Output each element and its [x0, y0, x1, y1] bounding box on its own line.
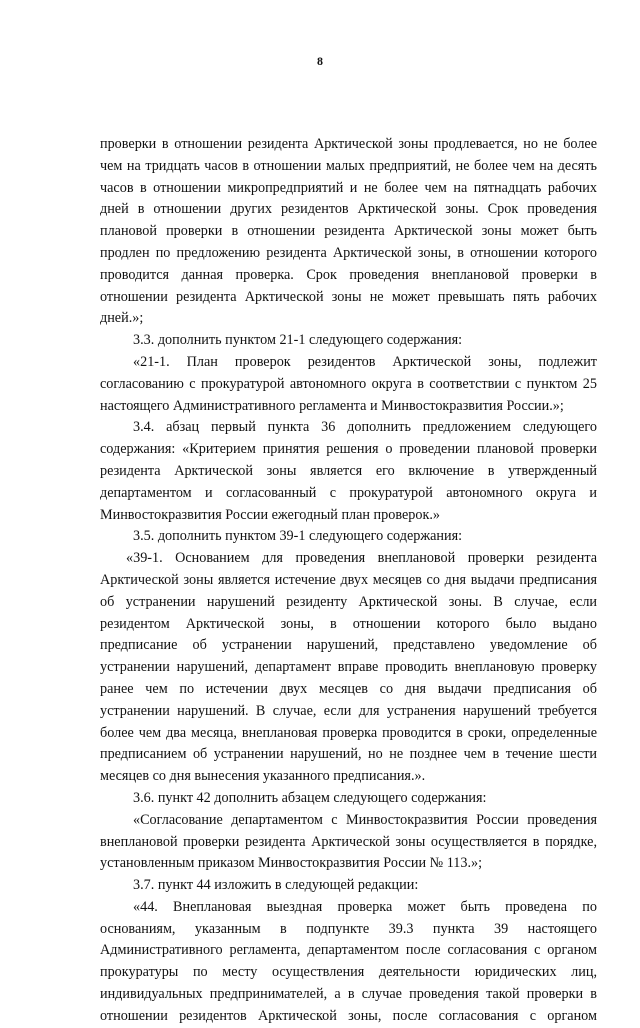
text-line: устранении нарушений, департамент вправе проводить внеплановую проверку — [100, 659, 597, 676]
document-body — [100, 134, 597, 1028]
text-line: часов в отношении микропредприятий и не более чем на пятнадцать рабочих — [100, 179, 597, 196]
text-line: основаниям, указанным в подпункте 39.3 пункта 39 настоящего — [100, 920, 597, 937]
text-line: «21-1. План проверок резидентов Арктической зоны, подлежит — [133, 353, 597, 370]
page-number: 8 — [317, 54, 323, 68]
text-line: 3.3. дополнить пунктом 21-1 следующего содержания: — [133, 332, 463, 349]
text-line: «Согласование департаментом с Минвостокразвития России проведения — [133, 811, 597, 828]
text-line: настоящего Административного регламента и Минвостокразвития России.»; — [100, 397, 564, 414]
text-line: «39-1. Основанием для проведения внеплановой проверки резидента — [126, 550, 597, 567]
text-line: дней в отношении других резидентов Арктической зоны. Срок проведения — [100, 201, 597, 218]
text-line: согласованию с прокуратурой автономного округа в соответствии с пунктом 25 — [100, 375, 597, 392]
text-line: Административного регламента, департаментом после согласования с органом — [100, 942, 597, 959]
text-line: резидентом Арктической зоны, в отношении которого было выдано — [100, 615, 597, 632]
text-line: 3.4. абзац первый пункта 36 дополнить предложением следующего — [133, 419, 597, 436]
text-line: дней.»; — [100, 310, 144, 327]
text-line: департаментом и согласованный с прокуратурой автономного округа и — [100, 484, 597, 501]
text-line: ранее чем по истечении двух месяцев со дня выдачи предписания об — [100, 680, 597, 697]
text-line: предписание об устранении нарушений, представлено уведомление об — [100, 637, 597, 654]
text-line: «44. Внеплановая выездная проверка может быть проведена по — [133, 898, 597, 915]
text-line: Арктической зоны является истечение двух месяцев со дня выдачи предписания — [100, 571, 597, 588]
text-line: установленным приказом Минвостокразвития России № 113.»; — [100, 855, 483, 872]
text-line: 3.7. пункт 44 изложить в следующей редакции: — [133, 877, 419, 894]
text-line: чем на тридцать часов в отношении малых предприятий, не более чем на десять — [100, 157, 597, 174]
text-line: 3.5. дополнить пунктом 39-1 следующего содержания: — [133, 528, 463, 545]
text-line: отношении резидентов Арктической зоны, после согласования с органом — [100, 1007, 597, 1024]
text-line: 3.6. пункт 42 дополнить абзацем следующего содержания: — [133, 789, 487, 806]
text-line: Минвостокразвития России ежегодный план проверок.» — [100, 506, 440, 523]
text-line: продлен по предложению резидента Арктической зоны, в отношении которого — [100, 244, 597, 261]
text-line: об устранении нарушений резиденту Арктической зоны. В случае, если — [100, 593, 597, 610]
text-line: предписанием об устранении нарушений, но не позднее чем в течение шести — [100, 746, 597, 763]
text-line: резидента Арктической зоны является его включение в утвержденный — [100, 462, 597, 479]
text-line: проверки в отношении резидента Арктической зоны продлевается, но не более — [100, 136, 597, 152]
text-line: индивидуальных предпринимателей, а в случае проведения такой проверки в — [100, 986, 597, 1003]
text-line: внеплановой проверки резидента Арктической зоны осуществляется в порядке, — [100, 833, 597, 850]
text-line: прокуратуры по месту осуществления деятельности юридических лиц, — [100, 964, 597, 981]
text-line: более чем два месяца, внеплановая проверка проводится в сроки, определенные — [100, 724, 597, 741]
text-line: отношении резидента Арктической зоны не может превышать пять рабочих — [100, 288, 597, 305]
text-line: месяцев со дня вынесения указанного предписания.». — [100, 768, 426, 785]
text-line: проводится данная проверка. Срок проведения внеплановой проверки в — [100, 266, 597, 283]
text-line: плановой проверки в отношении резидента Арктической зоны может быть — [100, 223, 597, 240]
text-line: содержания: «Критерием принятия решения о проведении плановой проверки — [100, 441, 597, 458]
text-line: устранении нарушений. В случае, если для устранения нарушений требуется — [100, 702, 597, 719]
